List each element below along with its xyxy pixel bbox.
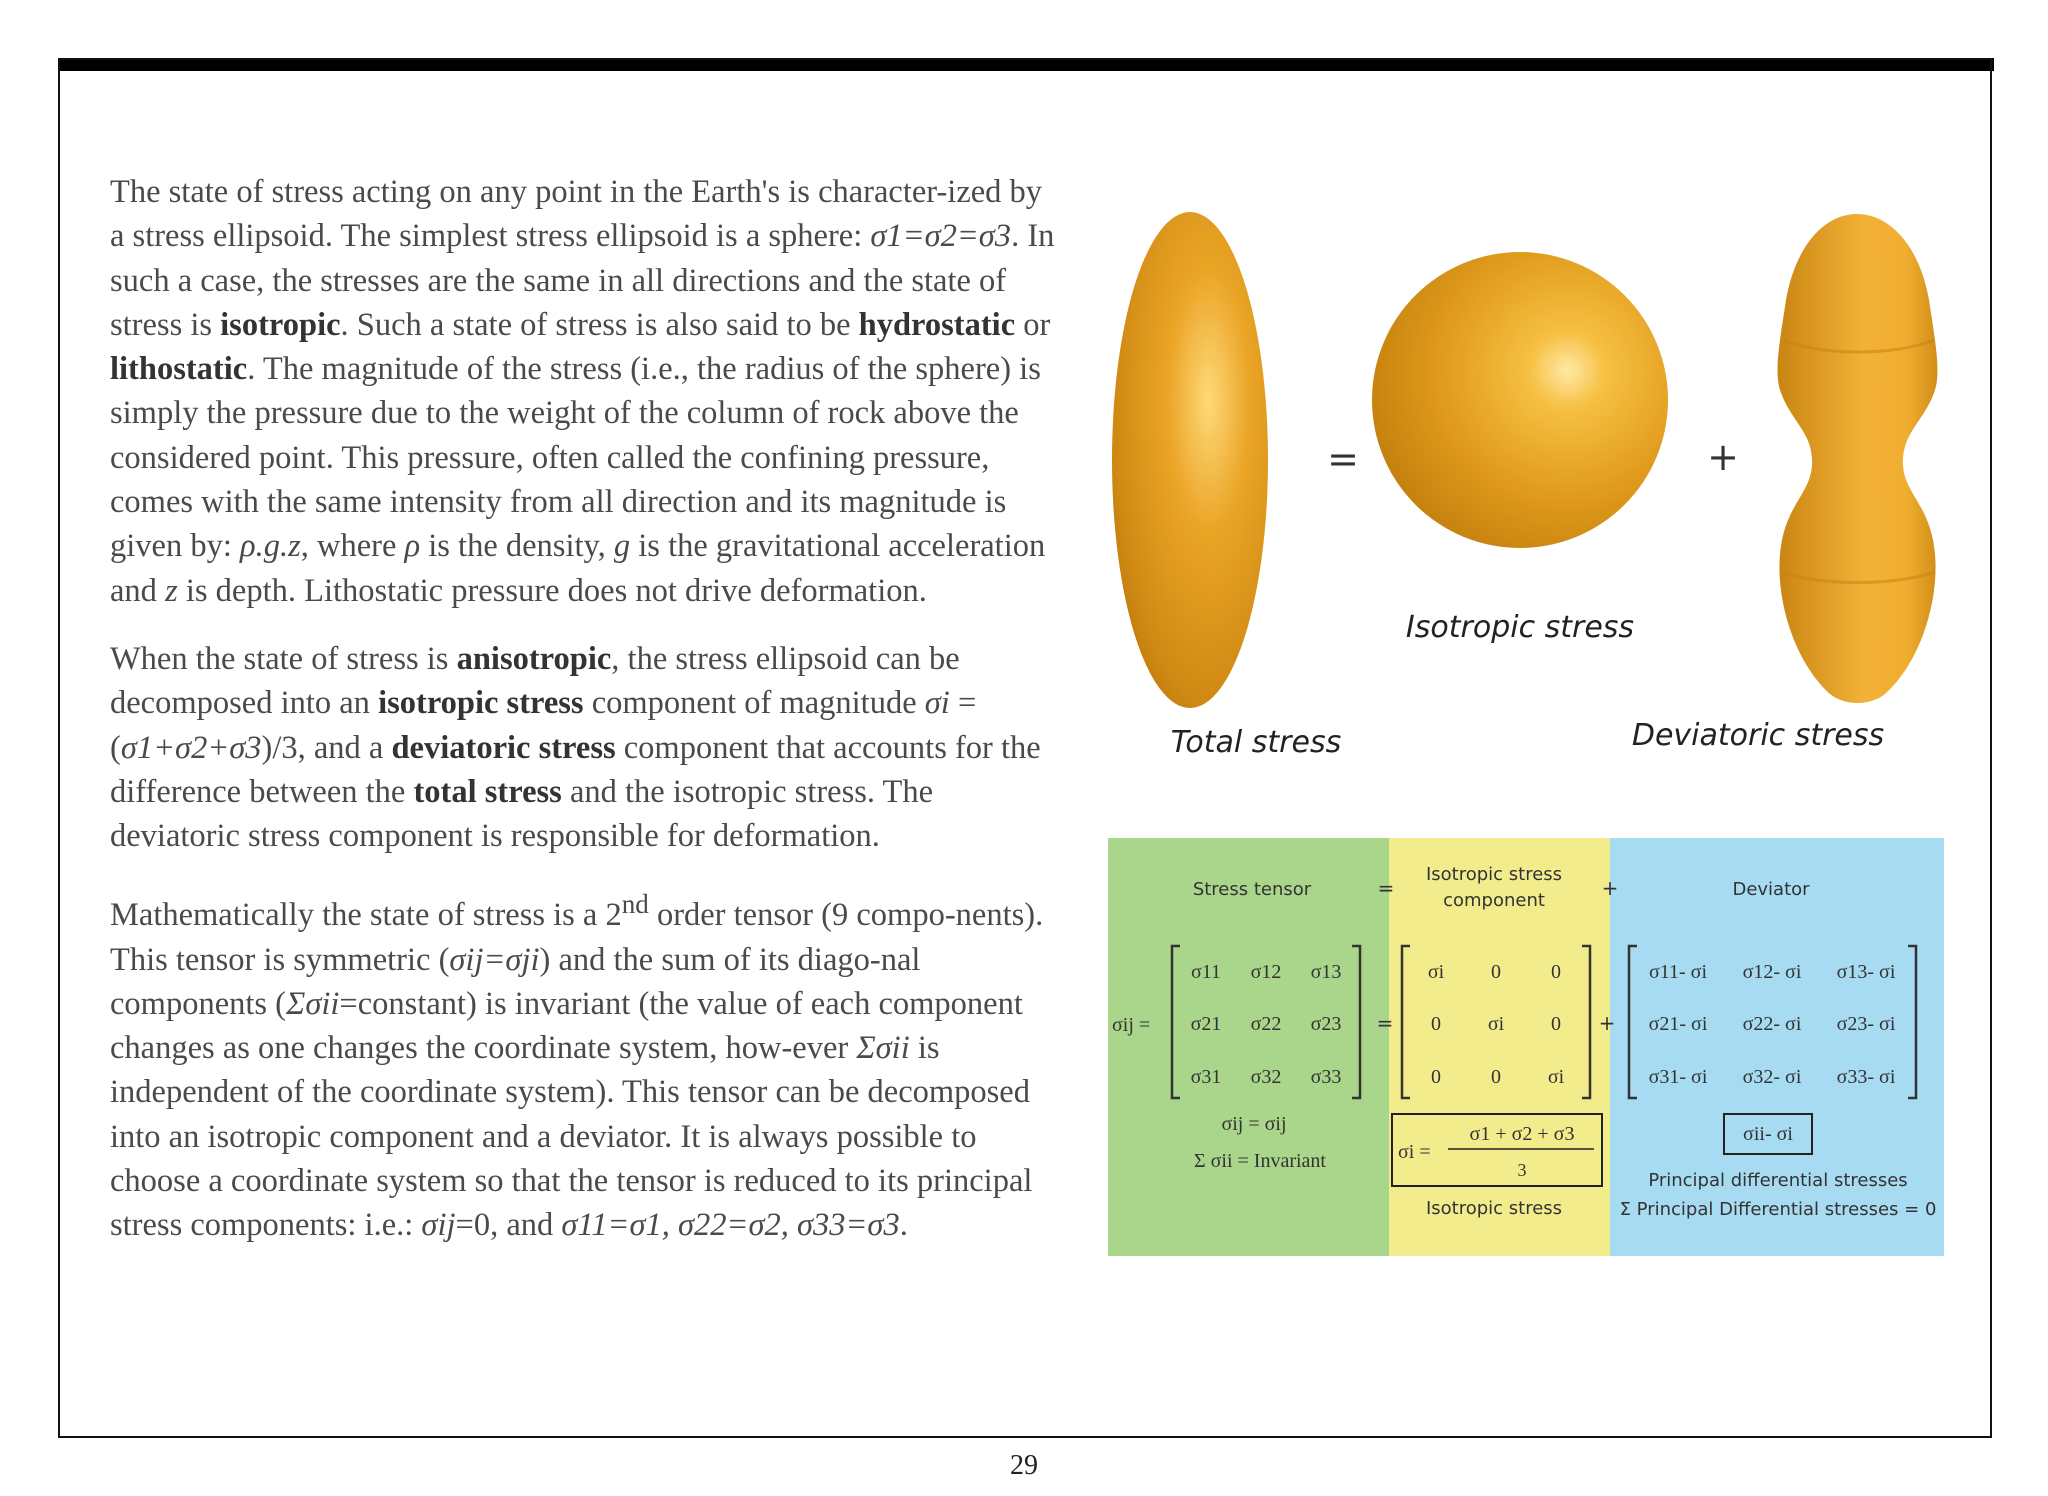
total-stress-ellipsoid xyxy=(1112,212,1268,708)
stress-tensor-cell: σ22 xyxy=(1250,1013,1282,1035)
page-number: 29 xyxy=(1010,1450,1038,1481)
sigma-ij-label: σij = xyxy=(1112,1014,1151,1036)
deviator-matrix-cell: σ22- σi xyxy=(1742,1013,1802,1035)
deviator-title: Deviator xyxy=(1732,879,1810,900)
stress-tensor-title: Stress tensor xyxy=(1192,879,1312,900)
stress-tensor-cell: σ21 xyxy=(1190,1013,1222,1035)
isotropic-matrix-cell: 0 xyxy=(1491,961,1501,983)
deviator-matrix-cell: σ12- σi xyxy=(1742,961,1802,983)
isotropic-sphere xyxy=(1372,252,1668,548)
deviator-matrix-cell: σ23- σi xyxy=(1836,1013,1896,1035)
plus-sign: + xyxy=(1707,435,1739,479)
isotropic-component-title-2: component xyxy=(1443,890,1545,911)
isotropic-matrix-cell: 0 xyxy=(1551,1013,1561,1035)
stress-tensor-cell: σ31 xyxy=(1190,1066,1222,1088)
deviator-matrix-cell: σ11- σi xyxy=(1648,961,1708,983)
total-stress-caption: Total stress xyxy=(1170,725,1342,760)
isotropic-stress-panel-caption: Isotropic stress xyxy=(1425,1198,1563,1219)
isotropic-stress-caption: Isotropic stress xyxy=(1405,610,1635,645)
stress-tensor-cell: σ32 xyxy=(1250,1066,1282,1088)
deviatoric-stress-caption: Deviatoric stress xyxy=(1631,718,1885,753)
plus-top: + xyxy=(1601,876,1619,900)
isotropic-matrix-cell: 0 xyxy=(1431,1066,1441,1088)
plus-mid: + xyxy=(1598,1011,1616,1035)
deviator-matrix-cell: σ33- σi xyxy=(1836,1066,1896,1088)
stress-tensor-cell: σ33 xyxy=(1310,1066,1342,1088)
isotropic-matrix-cell: σi xyxy=(1487,1013,1505,1035)
equals-sign: = xyxy=(1327,437,1359,481)
stress-tensor-cell: σ23 xyxy=(1310,1013,1342,1035)
blue-panel xyxy=(1610,838,1944,1256)
deviator-matrix-cell: σ32- σi xyxy=(1742,1066,1802,1088)
isotropic-matrix-cell: σi xyxy=(1547,1066,1565,1088)
paragraph-2: When the state of stress is anisotropic, the stress ellipsoid can be decomposed into an isotropic stress component of magnitude σi = (σ1+σ2+σ3)/3, and a deviatoric stress component that accounts for the difference between the total stress and the isotropic stress. The deviatoric stress component is responsible for deformation. xyxy=(110,640,1041,855)
sigma-i-equals: σi = xyxy=(1398,1141,1431,1163)
isotropic-matrix-cell: σi xyxy=(1427,961,1445,983)
equals-mid: = xyxy=(1376,1011,1394,1035)
paragraph-3: Mathematically the state of stress is a 2nd order tensor (9 compo-nents). This tensor is symmetric (σij=σji) and the sum of its diago-nal components (Σσii=constant) is invariant (the value of each component changes as one changes the coordinate system, how-ever Σσii is independent of the coordinate system). This tensor can be decomposed into an isotropic component and a deviator. It is always possible to choose a coordinate system so that the tensor is reduced to its principal stress components: i.e.: σij=0, and σ11=σ1, σ22=σ2, σ33=σ3. xyxy=(110,889,1044,1244)
principal-differential-caption: Principal differential stresses xyxy=(1648,1170,1908,1191)
paragraph-1: The state of stress acting on any point in the Earth's is character-ized by a stress ellipsoid. The simplest stress ellipsoid is a sphere: σ1=σ2=σ3. In such a case, the stresses are the same in all directions and the state of stress is isotropic. Such a state of stress is also said to be hydrostatic or lithostatic. The magnitude of the stress (i.e., the radius of the sphere) is simply the pressure due to the weight of the column of rock above the considered point. This pressure, often called the confining pressure, comes with the same intensity from all direction and its magnitude is given by: ρ.g.z, where ρ is the density, g is the gravitational acceleration and z is depth. Lithostatic pressure does not drive deformation. xyxy=(110,174,1055,609)
deviator-matrix-cell: σ31- σi xyxy=(1648,1066,1708,1088)
stress-tensor-cell: σ11 xyxy=(1190,961,1222,983)
stress-tensor-cell: σ13 xyxy=(1310,961,1342,983)
isotropic-matrix-cell: 0 xyxy=(1491,1066,1501,1088)
invariant-relation: Σ σii = Invariant xyxy=(1193,1150,1327,1172)
formula-numerator: σ1 + σ2 + σ3 xyxy=(1469,1123,1575,1145)
deviatoric-shape xyxy=(1778,214,1938,703)
symmetry-relation: σij = σij xyxy=(1221,1113,1287,1135)
deviator-matrix-cell: σ21- σi xyxy=(1648,1013,1708,1035)
deviator-matrix-cell: σ13- σi xyxy=(1836,961,1896,983)
isotropic-matrix-cell: 0 xyxy=(1551,961,1561,983)
isotropic-component-title-1: Isotropic stress xyxy=(1425,864,1563,885)
green-panel xyxy=(1108,838,1389,1256)
equals-top: = xyxy=(1377,876,1395,900)
differential-box-text: σii- σi xyxy=(1743,1123,1793,1145)
isotropic-matrix-cell: 0 xyxy=(1431,1013,1441,1035)
stress-tensor-cell: σ12 xyxy=(1250,961,1282,983)
sum-differential-caption: Σ Principal Differential stresses = 0 xyxy=(1619,1199,1937,1220)
formula-denominator: 3 xyxy=(1517,1160,1527,1180)
